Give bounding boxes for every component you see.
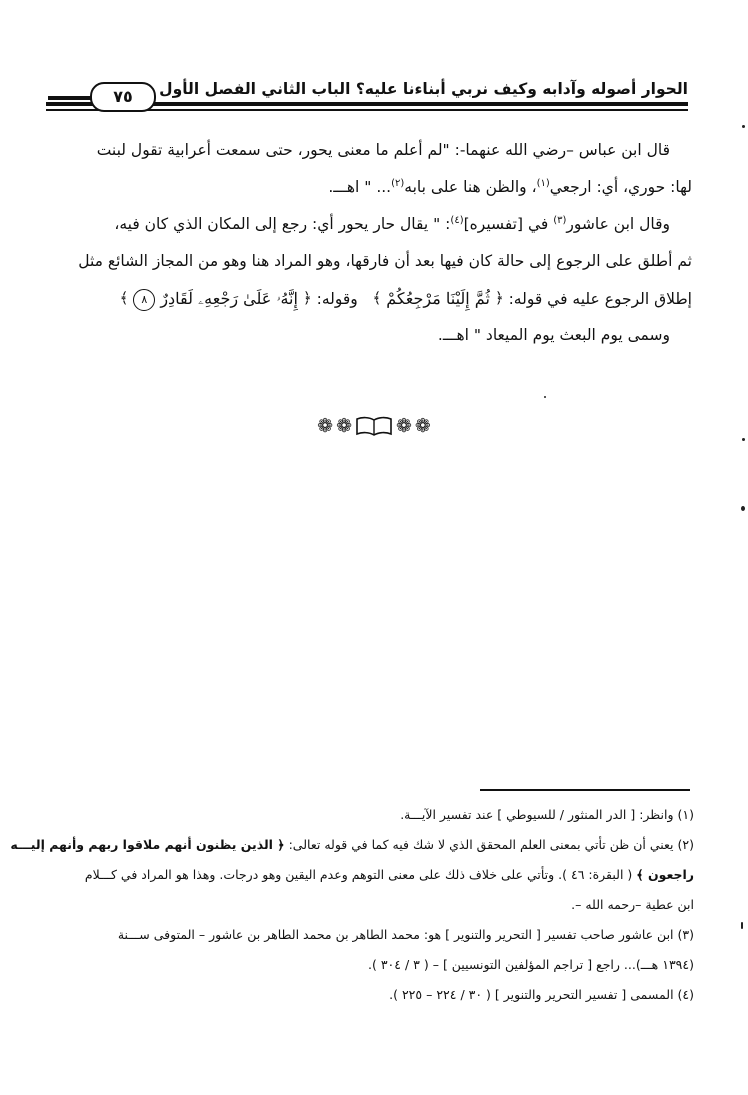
verse-1: ثُمَّ إِلَيْنَا مَرْجِعُكُمْ [386, 289, 490, 308]
quran-bracket-close-icon: ﴾ [119, 289, 129, 307]
quran-bracket-close-icon: ﴾ [372, 289, 382, 307]
text-line-1: قال ابن عباس –رضي الله عنهما-: "لم أعلم ما معنى يحور، حتى سمعت أعرابية تقول لبنت [96, 141, 670, 159]
footnote-3: (٣) ابن عاشور صاحب تفسير [ التحرير والتنوير ] هو: محمد الطاهر بن محمد الطاهر بن عاشور – المتوفى ســـنة [117, 927, 694, 942]
text-line-5: إطلاق الرجوع عليه في قوله: ﴿ ثُمَّ إِلَيْنَا مَرْجِعُكُمْ ﴾ وقوله: ﴿ إِنَّهُۥ عَلَىٰ رَجْعِهِۦ لَقَادِرٌ ٨ ﴾ [44, 280, 692, 317]
footnote-ref-1: (١) [536, 177, 550, 189]
flower-ornament-icon: ❁ [317, 415, 334, 437]
flower-ornament-icon: ❁ [414, 415, 431, 437]
footnote-1: (١) وانظر: [ الدر المنثور / للسيوطي ] عند تفسير الآيـــة. [400, 807, 694, 822]
text-line-3: وقال ابن عاشور$^{(٣)}$ في [تفسيره]$^{(٤)}$: " يقال حار يحور أي: رجع إلى المكان الذي كان فيه، [114, 214, 670, 233]
footnote-2: (٢) يعني أن ظن تأتي بمعنى العلم المحقق الذي لا شك فيه كما في قوله تعالى: ﴿ الذين يظنون أنهم ملاقوا ربهم وأنهم إليـــه [10, 837, 694, 852]
quoted-verse: ﴿ الذين يظنون أنهم ملاقوا ربهم وأنهم إليـــه [10, 837, 285, 852]
text-line-2: لها: حوري، أي: ارجعي$^{(١)}$، والظن هنا على بابه$^{(٢)}$... " اهـــ. [328, 177, 692, 196]
quran-bracket-open-icon: ﴿ [302, 289, 312, 307]
verse-2: إِنَّهُۥ عَلَىٰ رَجْعِهِۦ لَقَادِرٌ [160, 289, 298, 308]
footnote-4: (٤) المسمى [ تفسير التحرير والتنوير ] ( ٣٠ / ٢٢٤ – ٢٢٥ ). [389, 987, 694, 1002]
footnote-separator [480, 789, 690, 791]
verse-number-marker: ٨ [133, 289, 155, 311]
footnotes [10, 800, 694, 1010]
scan-speck [544, 396, 546, 398]
scan-speck [742, 438, 745, 441]
running-header [46, 78, 688, 118]
scan-speck [742, 125, 745, 128]
header-title: الحوار أصوله وآدابه وكيف نربي أبناءنا عليه؟ الباب الثاني الفصل الأول [159, 80, 688, 98]
flower-ornament-icon: ❁ [396, 415, 412, 437]
text-line-6: وسمى يوم البعث يوم الميعاد " اهـــ. [437, 326, 670, 344]
scan-speck [741, 922, 743, 929]
section-divider [0, 415, 748, 441]
text-line-4: ثم أطلق على الرجوع إلى حالة كان فيها بعد أن فارقها، وهو المراد هنا وهو من المجاز الشائع مثل [78, 252, 692, 270]
footnote-2-cont: راجعون ﴾ ( البقرة: ٤٦ ). وتأتي على خلاف ذلك على معنى التوهم وعدم اليقين وهو درجات. وهذا هو المراد في كـــلام [84, 867, 694, 882]
footnote-3-cont: (١٣٩٤ هـــ)... راجع [ تراجم المؤلفين التونسيين ] – ( ٣ / ٣٠٤ ). [368, 957, 694, 972]
header-left-bar [48, 96, 92, 100]
flower-ornament-icon: ❁ [336, 415, 352, 437]
open-book-icon [355, 416, 393, 436]
footnote-ref-4: (٤) [450, 214, 464, 226]
scan-speck [741, 506, 745, 511]
footnote-ref-3: (٣) [553, 214, 567, 226]
footnote-2-cont-2: ابن عطية –رحمه الله –. [571, 897, 694, 912]
footnote-ref-2: (٢) [391, 177, 405, 189]
main-text [44, 132, 692, 354]
quran-bracket-open-icon: ﴿ [494, 289, 504, 307]
page-number: ٧٥ [90, 82, 156, 112]
